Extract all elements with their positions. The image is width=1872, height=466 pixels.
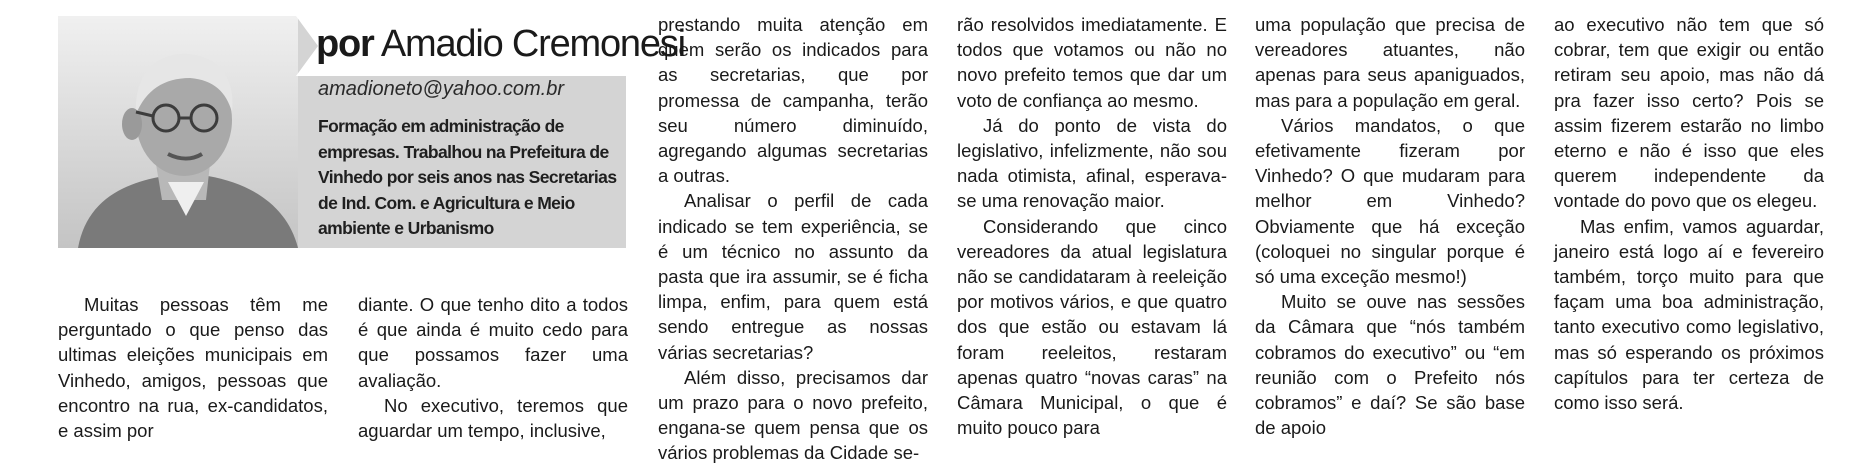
- article-paragraph: ao executivo não tem que só cobrar, tem que exigir ou então retiram seu apoio, mas não dá pra fazer isso certo? Pois se assim fizerem estarão no limbo eterno e não é isso que eles querem independente da vontade do povo que os elegeu.: [1554, 14, 1824, 212]
- article-paragraph: Mas enfim, vamos aguardar, janeiro está logo aí e fevereiro também, torço muito para que façam uma boa administração, tanto executivo como legislativo, mas só esperando os próximos capítulos para ter certeza de como isso será.: [1554, 215, 1824, 414]
- article-paragraph: Analisar o perfil de cada indicado se tem experiência, se é um técnico no assunto da pasta que ira assumir, se é ficha limpa, enfim, para quem está sendo entregue as nossas várias secretarias?: [658, 190, 928, 363]
- article-paragraph: Já do ponto de vista do legislativo, infelizmente, não sou nada otimista, afinal, esperava-se uma renovação maior.: [957, 114, 1227, 212]
- author-byline: [316, 22, 685, 66]
- article-paragraph: No executivo, teremos que aguardar um tempo, inclusive,: [358, 394, 628, 442]
- article-paragraph: prestando muita atenção em quem serão os indicados para as secretarias, que por promessa de campanha, terão seu número diminuído, agregando algumas secretarias a outras.: [658, 14, 928, 187]
- article-paragraph: Vários mandatos, o que efetivamente fizeram por Vinhedo? O que mudaram para melhor em Vinhedo? Obviamente que há exceção (coloquei no singular porque é só uma exceção mesmo!): [1255, 114, 1525, 288]
- article-paragraph: Além disso, precisamos dar um prazo para o novo prefeito, engana-se quem pensa que os vários problemas da Cidade se-: [658, 366, 928, 464]
- article-column-3: [658, 12, 928, 466]
- article-paragraph: uma população que precisa de vereadores atuantes, não apenas para seus apaniguados, mas para a população em geral.: [1255, 14, 1525, 111]
- article-column-5: [1255, 12, 1525, 440]
- article-paragraph: diante. O que tenho dito a todos é que ainda é muito cedo para que possamos fazer uma avaliação.: [358, 294, 628, 391]
- article-column-4: [957, 12, 1227, 440]
- article-paragraph: Considerando que cinco vereadores da atual legislatura não se candidataram à reeleição por motivos vários, e que quatro dos que estão ou estavam lá foram reeleitos, restaram apenas quatro “novas caras” na Câmara Municipal, o que é muito pouco para: [957, 215, 1227, 439]
- article-paragraph: rão resolvidos imediatamente. E todos que votamos ou não no novo prefeito temos que dar um voto de confiança ao mesmo.: [957, 14, 1227, 111]
- author-photo: [58, 16, 298, 248]
- byline-prefix: por: [316, 23, 374, 65]
- article-column-1: [58, 292, 328, 443]
- article-paragraph: Muito se ouve nas sessões da Câmara que “nós também cobramos do executivo” ou “em reunião com o Prefeito nós cobramos” e daí? Se são base de apoio: [1255, 291, 1525, 439]
- author-name: Amadio Cremonesi: [380, 23, 685, 65]
- author-email[interactable]: amadioneto@yahoo.com.br: [318, 78, 564, 100]
- article-column-2: [358, 292, 628, 443]
- author-portrait: [58, 16, 298, 248]
- article-column-6: [1554, 12, 1824, 415]
- article-paragraph: Muitas pessoas têm me perguntado o que penso das ultimas eleições municipais em Vinhedo, amigos, pessoas que encontro na rua, ex-candidatos, e assim por: [58, 294, 328, 442]
- author-bio: Formação em administração de empresas. Trabalhou na Prefeitura de Vinhedo por seis anos nas Secretarias de Ind. Com. e Agricultura e Meio ambiente e Urbanismo: [318, 116, 617, 238]
